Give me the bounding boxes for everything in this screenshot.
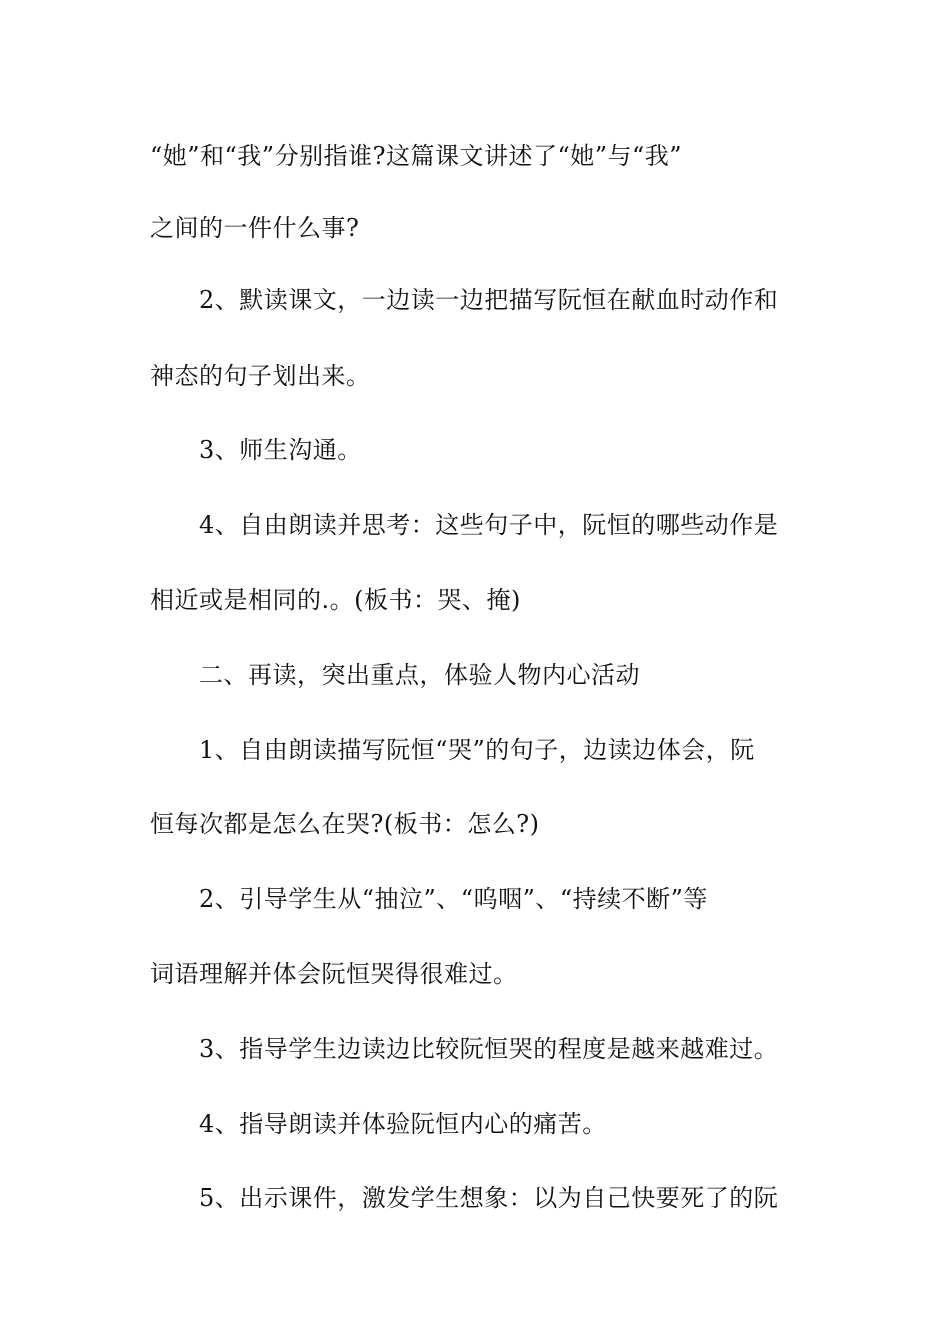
text-line-1: “她”和“我”分别指谁?这篇课文讲述了“她”与“我”: [150, 142, 683, 170]
text-line-2: 之间的一件什么事?: [150, 214, 360, 242]
text-line-8: 二、再读，突出重点，体验人物内心活动: [199, 661, 640, 689]
text-line-10: 恒每次都是怎么在哭?(板书：怎么?): [150, 810, 540, 838]
text-line-5: 3、师生沟通。: [199, 436, 362, 464]
text-line-6: 4、自由朗读并思考：这些句子中，阮恒的哪些动作是: [199, 511, 779, 539]
text-line-4: 神态的句子划出来。: [150, 362, 371, 390]
text-line-3: 2、默读课文，一边读一边把描写阮恒在献血时动作和: [199, 286, 779, 314]
text-line-13: 3、指导学生边读边比较阮恒哭的程度是越来越难过。: [199, 1035, 779, 1063]
text-line-7: 相近或是相同的.。(板书：哭、掩): [150, 586, 521, 614]
text-line-11: 2、引导学生从“抽泣”、“呜咽”、“持续不断”等: [199, 885, 708, 913]
text-line-9: 1、自由朗读描写阮恒“哭”的句子，边读边体会，阮: [199, 736, 755, 764]
text-line-15: 5、出示课件，激发学生想象：以为自己快要死了的阮: [199, 1184, 779, 1212]
text-line-14: 4、指导朗读并体验阮恒内心的痛苦。: [199, 1110, 607, 1138]
text-line-12: 词语理解并体会阮恒哭得很难过。: [150, 960, 518, 988]
